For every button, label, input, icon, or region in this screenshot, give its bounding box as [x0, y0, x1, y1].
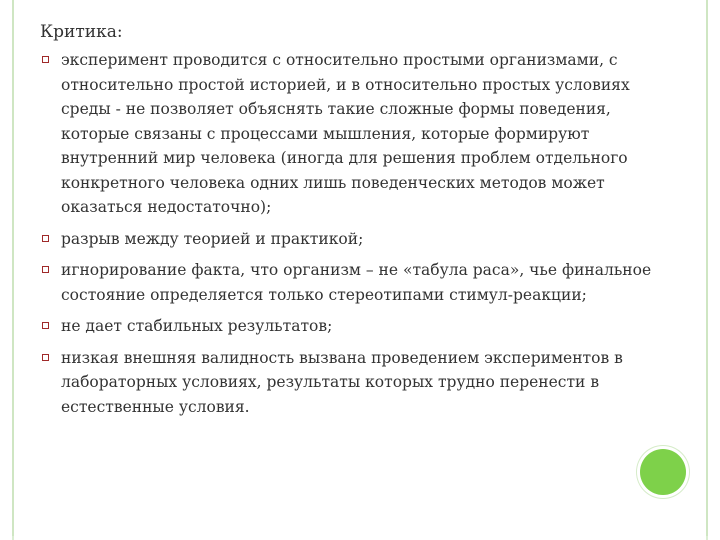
square-bullet-icon — [42, 354, 49, 361]
list-item — [40, 314, 658, 339]
square-bullet-icon — [42, 56, 49, 63]
green-circle-icon — [640, 449, 686, 495]
list-item-text: эксперимент проводится с относительно простыми организмами, с относительно простой историей, и в относительно простых условиях среды - не позволяет объяснять такие сложные формы поведения, которые связаны с процессами мышления, которые формируют внутренний мир человека (иногда для решения проблем отдельного конкретного человека одних лишь поведенческих методов может оказаться недостаточно); — [61, 51, 630, 216]
list-item — [40, 346, 658, 420]
list-item-text: игнорирование факта, что организм – не «табула раса», чье финальное состояние определяется только стереотипами стимул-реакции; — [61, 261, 652, 304]
list-item — [40, 48, 658, 220]
list-item-text: низкая внешняя валидность вызвана проведением экспериментов в лабораторных условиях, результаты которых трудно перенести в естественные условия. — [61, 348, 623, 416]
list-item-text: разрыв между теорией и практикой; — [61, 229, 364, 248]
list-item — [40, 258, 658, 307]
square-bullet-icon — [42, 266, 49, 273]
list-item — [40, 227, 658, 252]
square-bullet-icon — [42, 235, 49, 242]
list-item-text: не дает стабильных результатов; — [61, 317, 333, 335]
critique-list — [40, 48, 658, 426]
square-bullet-icon — [42, 322, 49, 329]
slide-heading: Критика: — [40, 22, 123, 42]
